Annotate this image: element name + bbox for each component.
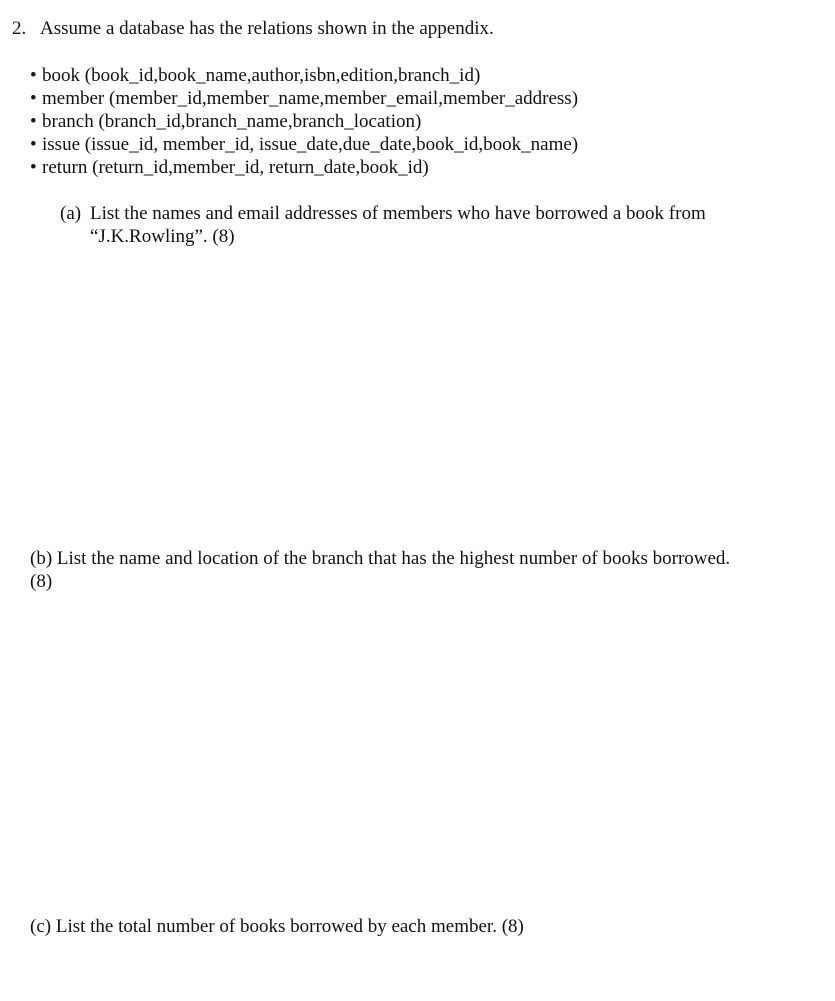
bullet-icon: • [30, 134, 37, 155]
bullet-icon: • [30, 111, 37, 132]
part-a-line: “J.K.Rowling”. (8) [90, 226, 235, 247]
bullet-icon: • [30, 65, 37, 86]
relation-text: branch (branch_id,branch_name,branch_location) [42, 111, 422, 132]
relation-item [30, 64, 578, 87]
relation-text: issue (issue_id, member_id, issue_date,due_date,book_id,book_name) [42, 134, 579, 155]
relation-text: member (member_id,member_name,member_email,member_address) [42, 88, 579, 109]
relation-text: book (book_id,book_name,author,isbn,edition,branch_id) [42, 65, 481, 86]
relation-item [30, 156, 578, 179]
relation-item [30, 110, 578, 133]
question-number: 2. [12, 18, 27, 39]
part-a-line: List the names and email addresses of members who have borrowed a book from [90, 203, 706, 224]
bullet-icon: • [30, 88, 37, 109]
relation-item [30, 87, 578, 110]
part-a-question [90, 202, 706, 248]
question-intro: Assume a database has the relations shown in the appendix. [40, 18, 494, 39]
relation-text: return (return_id,member_id, return_date,book_id) [42, 157, 429, 178]
part-c-question: (c) List the total number of books borrowed by each member. (8) [30, 916, 524, 937]
bullet-icon: • [30, 157, 37, 178]
part-b-marks: (8) [30, 571, 53, 592]
part-a-label: (a) [60, 203, 82, 224]
relation-item [30, 133, 578, 156]
part-b-question: (b) List the name and location of the branch that has the highest number of books borrowed. [30, 548, 731, 569]
relations-list [30, 64, 578, 179]
